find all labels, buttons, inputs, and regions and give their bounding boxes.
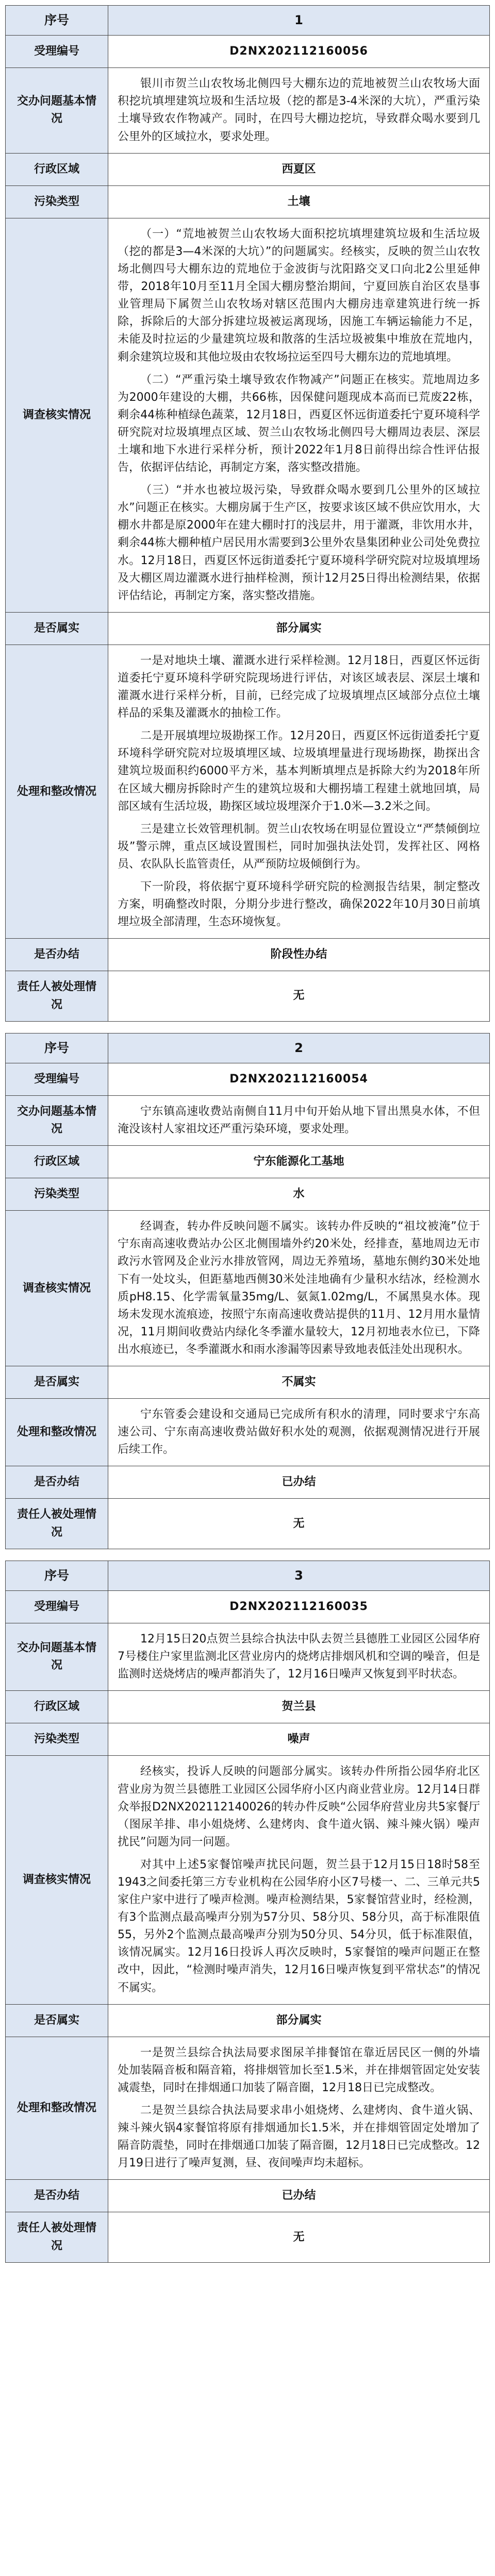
case-table <box>5 1033 490 1549</box>
handling-paragraph: 下一阶段，将依据宁夏环境科学研究院的检测报告结果，制定整改方案，明确整改时限，分期分步进行整改，确保2022年10月30日前填埋垃圾全部清理，生态环境恢复。 <box>118 880 480 929</box>
handling-label: 处理和整改情况 <box>6 645 108 938</box>
pollution-label: 污染类型 <box>6 1178 108 1211</box>
region-label: 行政区域 <box>6 1691 108 1723</box>
region-value: 宁东能源化工基地 <box>108 1146 490 1178</box>
verify-value <box>108 1756 490 2004</box>
code-value: D2NX202112160054 <box>108 1063 490 1095</box>
code-label: 受理编号 <box>6 1590 108 1623</box>
problem-value: 宁东镇高速收费站南侧自11月中旬开始从地下冒出黑臭水体，不但淹没该村人家祖坟还严重污染环境，要求处理。 <box>108 1095 490 1145</box>
done-value: 已办结 <box>108 1466 490 1499</box>
true-value: 不属实 <box>108 1366 490 1399</box>
verify-value <box>108 218 490 612</box>
verify-label: 调查核实情况 <box>6 1211 108 1366</box>
done-label: 是否办结 <box>6 939 108 971</box>
verify-label: 调查核实情况 <box>6 1756 108 2004</box>
serial-label: 序号 <box>6 1561 108 1590</box>
serial-value: 3 <box>108 1561 490 1590</box>
case-table <box>5 1561 490 2263</box>
serial-label: 序号 <box>6 6 108 36</box>
serial-value: 1 <box>108 6 490 36</box>
verify-paragraph: （三）“并水也被垃圾污染，导致群众喝水要到几公里外的区域拉水”问题正在核实。大棚房属于生产区，按要求该区域不供应饮用水，大棚水井都是原2000年在建大棚时打的浅层井，用于灌溉，非饮用水井，剩余44栋大棚种植户居民用水需要到3公里外农垦集团种业公司处免费拉水。12月18日，西夏区怀远街道委托宁夏环境科学研究院对垃圾填埋场及大棚区周边灌溉水进行抽样检测，预计12月25日得出检测结果，依据评估结论，再制定方案，落实整改措施。 <box>118 484 480 602</box>
region-label: 行政区域 <box>6 1146 108 1178</box>
pollution-value: 噪声 <box>108 1723 490 1756</box>
accountability-value: 无 <box>108 1499 490 1549</box>
handling-value <box>108 1399 490 1466</box>
verify-paragraph: 经核实，投诉人反映的问题部分属实。该转办件所指公园华府北区营业房为贺兰县德胜工业园区公园华府小区内商业营业房。12月14日群众举报D2NX202112140026的转办件反映“公园华府营业房共5家餐厅（图尿羊排、串小姐烧烤、么建烤肉、食牛道火锅、辣斗辣火锅）噪声扰民”问题为同一问题。 <box>118 1765 480 1849</box>
done-label: 是否办结 <box>6 1466 108 1499</box>
done-value: 已办结 <box>108 2180 490 2212</box>
accountability-label: 责任人被处理情况 <box>6 971 108 1021</box>
serial-value: 2 <box>108 1033 490 1063</box>
handling-paragraph: 二是贺兰县综合执法局要求串小姐烧烤、么建烤肉、食牛道火锅、辣斗辣火锅4家餐馆将原有排烟通加长1.5米，并在排烟管固定处增加了隔音防震垫，同时在排烟通口加装了隔音圈，12月18日已完成整改。12月19日进行了噪声复测，昼、夜间噪声均未超标。 <box>118 2104 480 2170</box>
code-value: D2NX202112160035 <box>108 1590 490 1623</box>
done-label: 是否办结 <box>6 2180 108 2212</box>
pollution-label: 污染类型 <box>6 185 108 218</box>
pollution-value: 水 <box>108 1178 490 1211</box>
serial-label: 序号 <box>6 1033 108 1063</box>
handling-value <box>108 645 490 938</box>
handling-label: 处理和整改情况 <box>6 2037 108 2180</box>
verify-value <box>108 1211 490 1366</box>
pollution-label: 污染类型 <box>6 1723 108 1756</box>
handling-paragraph: 一是贺兰县综合执法局要求图尿羊排餐馆在靠近居民区一侧的外墙处加装隔音板和隔音箱，将排烟管加长至1.5米，并在排烟管固定处安装减震垫，同时在排烟通口加装了隔音圈，12月18日已完成整改。 <box>118 2046 480 2094</box>
handling-label: 处理和整改情况 <box>6 1399 108 1466</box>
accountability-value: 无 <box>108 971 490 1021</box>
true-label: 是否属实 <box>6 1366 108 1399</box>
handling-paragraph: 宁东管委会建设和交通局已完成所有积水的清理，同时要求宁东高速公司、宁东南高速收费站做好积水处的观测，依据观测情况进行开展后续工作。 <box>118 1408 480 1456</box>
true-label: 是否属实 <box>6 2004 108 2037</box>
true-value: 部分属实 <box>108 2004 490 2037</box>
pollution-value: 土壤 <box>108 185 490 218</box>
problem-label: 交办问题基本情况 <box>6 1623 108 1690</box>
verify-paragraph: 经调查，转办件反映问题不属实。该转办件反映的“祖坟被淹”位于宁东南高速收费站办公区北侧围墙外约20米处，经排查，墓地周边无市政污水管网及企业污水排放管网，周边无养殖场，墓地东侧约30米处地下有一处坟头，但距墓地西侧30米处洼地确有少量积水结冰，经检测水质pH8.15、化学需氧量35mg/L、氨氮1.02mg/L，不属黑臭水体。现场未发现水流痕迹，按照宁东南高速收费站提供的11月、12月用水量情况，11月期间收费站内绿化冬季灌水量较大，12月初地表水位已，下降出水痕迹已，冬季灌溉水和雨水渗漏等因素导致地表低洼处出现积水。 <box>118 1220 480 1356</box>
accountability-label: 责任人被处理情况 <box>6 1499 108 1549</box>
case-table <box>5 5 490 1022</box>
verify-paragraph: （一）“荒地被贺兰山农牧场大面积挖坑填埋建筑垃圾和生活垃圾（挖的都是3—4米深的大坑）”的问题属实。经核实，反映的贺兰山农牧场北侧四号大棚东边的荒地位于金波街与沈阳路交叉口向北2公里延伸带，2018年10月至11月全国大棚房整治期间，宁夏回族自治区农垦事业管理局下属贺兰山农牧场对辖区范围内大棚房违章建筑进行统一拆除，拆除后的大部分拆建垃圾被运离现场，因施工车辆运输能力不足，未能及时拉运的少量建筑垃圾和散落的生活垃圾被集中堆放在荒地内，剩余建筑垃圾和其他垃圾由农牧场拉运至四号大棚东边的荒地填埋。 <box>118 227 480 364</box>
problem-value: 银川市贺兰山农牧场北侧四号大棚东边的荒地被贺兰山农牧场大面积挖坑填埋建筑垃圾和生活垃圾（挖的都是3-4米深的大坑），严重污染土壤导致农作物减产。同时，在四号大棚边挖坑，导致群众喝水要到几公里外的区域拉水，要求处理。 <box>108 68 490 153</box>
code-value: D2NX202112160056 <box>108 36 490 68</box>
case-record <box>5 1033 490 1549</box>
true-value: 部分属实 <box>108 612 490 645</box>
accountability-label: 责任人被处理情况 <box>6 2212 108 2262</box>
region-value: 西夏区 <box>108 153 490 185</box>
region-label: 行政区域 <box>6 153 108 185</box>
verify-paragraph: 对其中上述5家餐馆噪声扰民问题，贺兰县于12月15日18时58至1943之间委托第三方专业机构在公园华府小区7号楼一、二、三单元共5家住户家中进行了噪声检测。噪声检测结果，5家餐馆营业时，经检测，有3个监测点最高噪声分别为57分贝、58分贝、58分贝，高于标准限值55，另外2个监测点最高噪声分别为50分贝、54分贝，低于标准限值，该情况属实。12月16日投诉人再次反映时，5家餐馆的噪声问题正在整改中，因此，“检测时噪声消失，12月16日噪声恢复到平常状态”的情况不属实。 <box>118 1858 480 1994</box>
problem-label: 交办问题基本情况 <box>6 68 108 153</box>
handling-value <box>108 2037 490 2180</box>
handling-paragraph: 三是建立长效管理机制。贺兰山农牧场在明显位置设立“严禁倾倒垃圾”警示牌，重点区域设置围栏，同时加强执法处罚，发挥社区、网格员、农队队长监管责任，从严预防垃圾倾倒行为。 <box>118 822 480 871</box>
code-label: 受理编号 <box>6 1063 108 1095</box>
case-record <box>5 1561 490 2263</box>
verify-paragraph: （二）“严重污染土壤导致农作物减产”问题正在核实。荒地周边多为2000年建设的大棚，共66栋，因保健问题现成本高而已荒废22栋，剩余44栋种植绿色蔬菜，12月18日，西夏区怀远街道委托宁夏环境科学研究院对垃圾填埋点区域、贺兰山农牧场北侧四号大棚周边表层、深层土壤和地下水进行采样分析，预计2022年1月8日前得出综合性评估报告，依据评估结论，再制定方案，落实整改措施。 <box>118 373 480 474</box>
problem-label: 交办问题基本情况 <box>6 1095 108 1145</box>
done-value: 阶段性办结 <box>108 939 490 971</box>
region-value: 贺兰县 <box>108 1691 490 1723</box>
verify-label: 调查核实情况 <box>6 218 108 612</box>
true-label: 是否属实 <box>6 612 108 645</box>
accountability-value: 无 <box>108 2212 490 2262</box>
problem-value: 12月15日20点贺兰县综合执法中队去贺兰县德胜工业园区公园华府7号楼住户家里监测北区营业房内的烧烤店排烟风机和空调的噪音，但是监测时送烧烤店的噪声都消失了，12月16日噪声又恢复到平时状态。 <box>108 1623 490 1690</box>
handling-paragraph: 一是对地块土壤、灌溉水进行采样检测。12月18日，西夏区怀远街道委托宁夏环境科学研究院现场进行评估，对该区域表层、深层土壤和灌溉水进行采样分析，目前，已经完成了垃圾填埋点区域部分点位土壤样品的采集及灌溉水的抽检工作。 <box>118 654 480 720</box>
handling-paragraph: 二是开展填埋垃圾勘探工作。12月20日，西夏区怀远街道委托宁夏环境科学研究院对垃圾填埋区域、垃圾填埋量进行现场勘探，勘探出含建筑垃圾面积约6000平方米，基本判断填埋点是拆除大约为2018年所在区域大棚房拆除时产生的建筑垃圾和大棚拐墙工程建土就地回填，局部区域有生活垃圾，勘探区域垃圾埋深介于1.0米—3.2米之间。 <box>118 730 480 813</box>
code-label: 受理编号 <box>6 36 108 68</box>
case-record <box>5 5 490 1022</box>
